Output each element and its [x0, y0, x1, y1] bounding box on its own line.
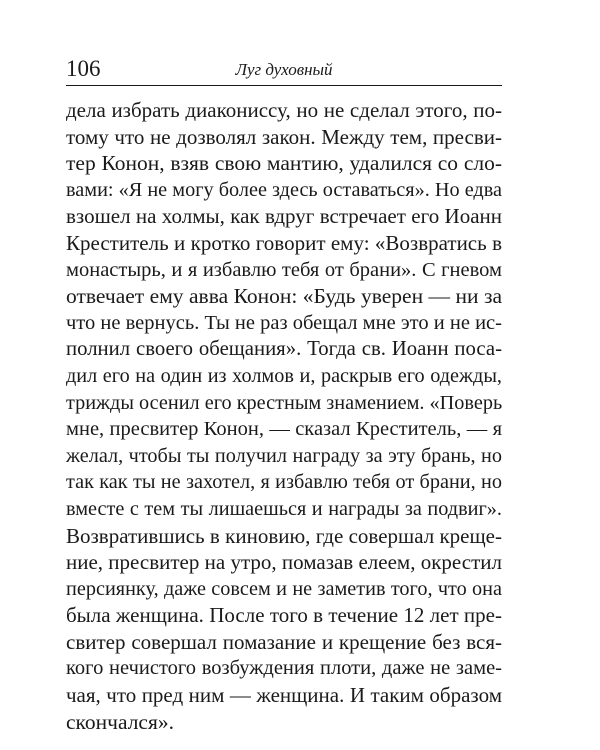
text-line: так как ты не захотел, я избавлю тебя от брани, но	[66, 471, 502, 494]
text-line: отвечает ему авва Конон: «Будь уверен — ни за	[66, 284, 502, 309]
text-line: была женщина. После того в течение 12 лет пре-	[66, 603, 502, 628]
running-title: Луг духовный	[235, 60, 333, 79]
text-line: Возвратившись в киновию, где совершал креще-	[66, 523, 502, 548]
text-line: трижды осенил его крестным знамением. «Поверь	[66, 391, 503, 414]
text-line: скончался».	[66, 709, 174, 734]
page-header	[66, 54, 502, 84]
text-line: взошел на холмы, как вдруг встречает его Иоанн	[66, 204, 502, 229]
page-number: 106	[66, 56, 101, 81]
body-text	[66, 97, 502, 735]
text-line: свитер совершал помазание и крещение без вся-	[66, 629, 502, 654]
text-line: тому что не дозволял закон. Между тем, пресви-	[66, 124, 502, 149]
text-line: ние, пресвитер на утро, помазав елеем, окрестил	[66, 550, 502, 575]
text-line: кого нечистого возбуждения плоти, даже не заме-	[66, 657, 502, 680]
text-line: желал, чтобы ты получил награду за эту брань, но	[66, 444, 502, 467]
text-line: мне, пресвитер Конон, — сказал Креститель, — я	[66, 418, 502, 441]
text-line: персиянку, даже совсем и не заметив того, что она	[66, 577, 502, 600]
header-rule	[66, 85, 502, 86]
text-line: вместе с тем ты лишаешься и награды за подвиг».	[66, 497, 502, 520]
text-line: монастырь, и я избавлю тебя от брани». С гневом	[66, 258, 502, 281]
text-line: дела избрать диакониссу, но не сделал этого, по-	[66, 98, 502, 122]
text-line: полнил своего обещания». Тогда св. Иоанн поса-	[66, 338, 502, 361]
text-line: дил его на один из холмов и, раскрыв его одежды,	[66, 364, 502, 387]
text-line: тер Конон, взяв свою мантию, удалился со сло-	[66, 151, 502, 176]
text-line: Креститель и кротко говорит ему: «Возвратись в	[66, 230, 502, 255]
text-line: вами: «Я не могу более здесь оставаться». Но едва	[66, 178, 502, 201]
text-line: что не вернусь. Ты не раз обещал мне это и не ис-	[66, 311, 502, 334]
text-line: чая, что пред ним — женщина. И таким образом	[66, 683, 502, 708]
